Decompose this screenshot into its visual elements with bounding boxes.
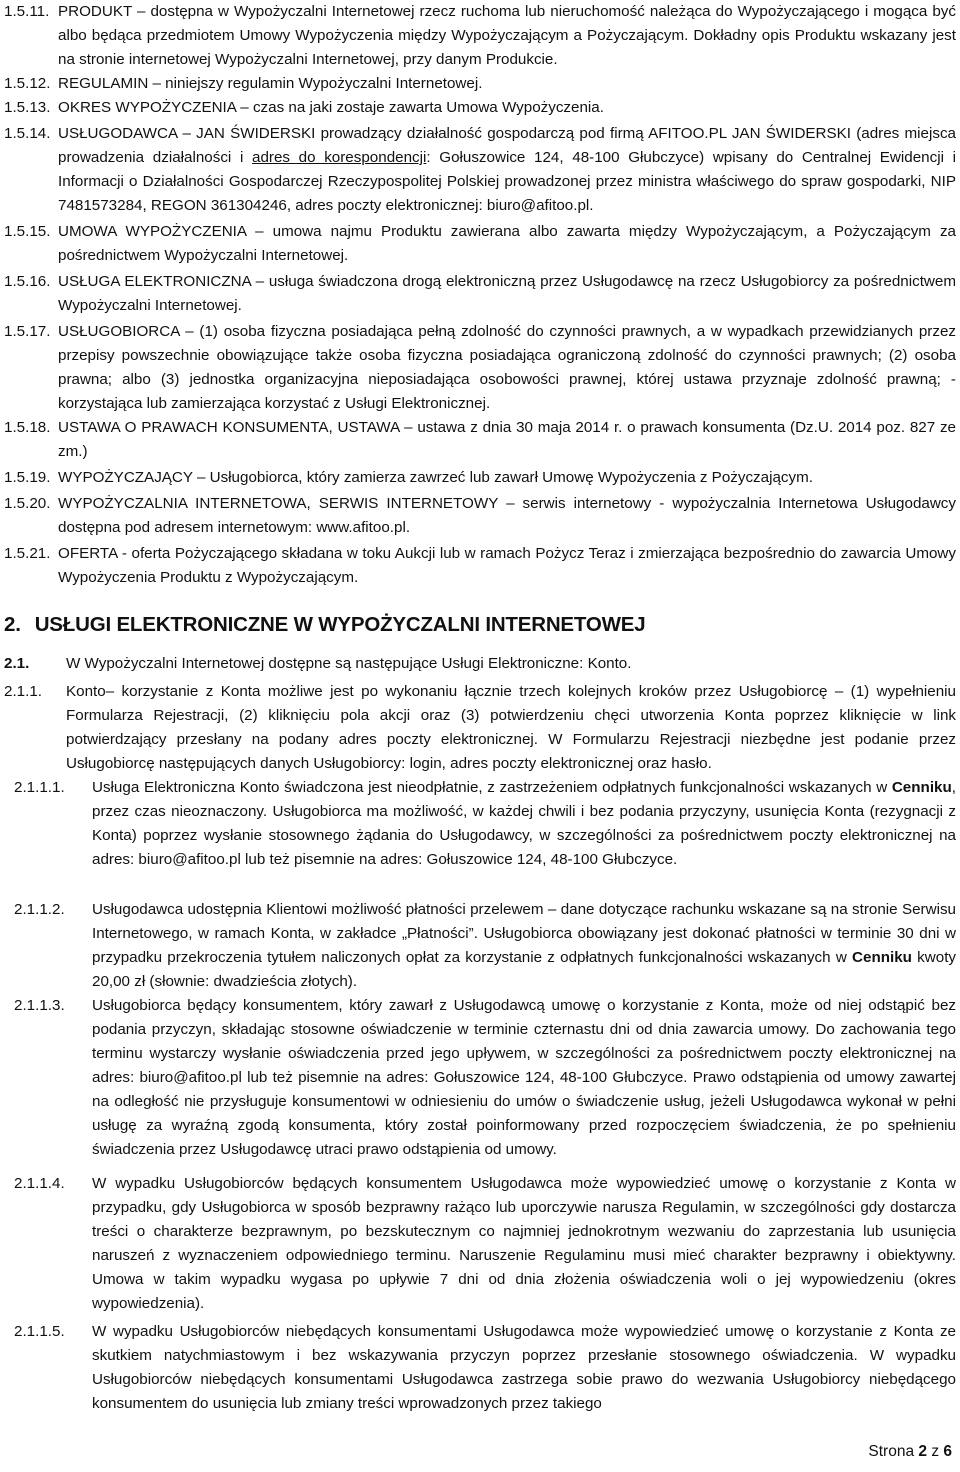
definition-1-5-16 xyxy=(4,270,956,318)
paragraph-2-1 xyxy=(4,652,956,676)
page-separator: z xyxy=(931,1443,940,1460)
item-text: Usługa Elektroniczna Konto świadczona jest nieodpłatnie, z zastrzeżeniem odpłatnych funkcjonalności wskazanych w Cenniku, przez czas nieoznaczony. Usługobiorca ma możliwość, w każdej chwili i bez podania przyczyny, usunięcia Konta (rezygnacji z Konta) poprzez wysłanie stosownego żądania do Usługodawcy, w szczególności za pośrednictwem poczty elektronicznej na adres: biuro@afitoo.pl lub też pisemnie na adres: Gołuszowice 124, 48-100 Głubczyce. xyxy=(92,779,956,868)
item-text: USŁUGOBIORCA – (1) osoba fizyczna posiadająca pełną zdolność do czynności prawnych, a w wypadkach przewidzianych przez przepisy powszechnie obowiązujące także osoba fizyczna posiadająca ograniczoną zdolność do czynności prawnych; (2) osoba prawna; albo (3) jednostka organizacyjna nieposiadająca osobowości prawnej, której ustawa przyznaje zdolność prawną; - korzystająca lub zamierzająca korzystać z Usługi Elektronicznej. xyxy=(58,323,956,412)
section-title: USŁUGI ELEKTRONICZNE W WYPOŻYCZALNI INTERNETOWEJ xyxy=(34,613,646,636)
item-number: 1.5.20. xyxy=(4,495,51,512)
item-text: USTAWA O PRAWACH KONSUMENTA, USTAWA – ustawa z dnia 30 maja 2014 r. o prawach konsumenta (Dz.U. 2014 poz. 827 ze zm.) xyxy=(58,419,956,460)
item-text: Konto– korzystanie z Konta możliwe jest po wykonaniu łącznie trzech kolejnych kroków przez Usługobiorcę – (1) wypełnieniu Formularza Rejestracji, (2) kliknięciu pola akcji oraz (3) potwierdzeniu chęci utworzenia Konta poprzez kliknięcie w link potwierdzający przesłany na podany adres poczty elektronicznej. W Formularzu Rejestracji niezbędne jest podanie przez Usługobiorcę następujących danych Usługobiorcy: login, adres poczty elektronicznej oraz hasło. xyxy=(66,683,956,772)
definition-1-5-15 xyxy=(4,220,956,268)
paragraph-2-1-1-2 xyxy=(14,898,956,994)
paragraph-2-1-1-4 xyxy=(14,1172,956,1316)
paragraph-2-1-1-5 xyxy=(14,1320,956,1416)
definition-1-5-18 xyxy=(4,416,956,464)
section-number: 2. xyxy=(4,613,21,636)
item-text: OFERTA - oferta Pożyczającego składana w toku Aukcji lub w ramach Pożycz Teraz i zmierzająca bezpośrednio do zawarcia Umowy Wypożyczenia Produktu z Wypożyczającym. xyxy=(58,545,956,586)
item-number: 1.5.12. xyxy=(4,75,51,92)
item-number: 1.5.16. xyxy=(4,273,51,290)
item-number: 2.1.1.5. xyxy=(14,1323,65,1340)
cennik-bold: Cenniku xyxy=(852,949,912,966)
cennik-bold: Cenniku xyxy=(891,779,952,796)
page-footer xyxy=(868,1440,952,1464)
item-text: USŁUGA ELEKTRONICZNA – usługa świadczona drogą elektroniczną przez Usługodawcę na rzecz Usługobiorcy za pośrednictwem Wypożyczalni Internetowej. xyxy=(58,273,956,314)
page-total: 6 xyxy=(943,1443,952,1460)
definition-1-5-13 xyxy=(4,96,956,120)
item-number: 1.5.15. xyxy=(4,223,51,240)
item-text: REGULAMIN – niniejszy regulamin Wypożyczalni Internetowej. xyxy=(58,75,483,92)
correspondence-address-underlined: adres do korespondencji xyxy=(252,149,427,166)
item-number: 1.5.17. xyxy=(4,323,51,340)
item-text: PRODUKT – dostępna w Wypożyczalni Internetowej rzecz ruchoma lub nieruchomość należąca do Wypożyczającego i mogąca być albo będąca przedmiotem Umowy Wypożyczenia między Wypożyczającym a Pożyczającym. Dokładny opis Produktu wskazany jest na stronie internetowej Wypożyczalni Internetowej, przy danym Produkcie. xyxy=(58,3,956,68)
definition-1-5-12 xyxy=(4,72,956,96)
paragraph-2-1-1-1 xyxy=(14,776,956,872)
page-current: 2 xyxy=(918,1443,927,1460)
definition-1-5-14 xyxy=(4,122,956,218)
section-heading xyxy=(4,610,956,640)
page-label: Strona xyxy=(868,1443,915,1460)
definition-1-5-17 xyxy=(4,320,956,416)
item-number: 1.5.18. xyxy=(4,419,51,436)
definition-1-5-19 xyxy=(4,466,956,490)
item-number: 1.5.21. xyxy=(4,545,51,562)
item-number: 2.1.1.2. xyxy=(14,901,65,918)
paragraph-2-1-1-3 xyxy=(14,994,956,1162)
item-text: UMOWA WYPOŻYCZENIA – umowa najmu Produktu zawierana albo zawarta między Wypożyczającym, a Pożyczającym za pośrednictwem Wypożyczalni Internetowej. xyxy=(58,223,956,264)
item-number: 2.1.1.3. xyxy=(14,997,65,1014)
item-text: Usługobiorca będący konsumentem, który zawarł z Usługodawcą umowę o korzystanie z Konta, może od niej odstąpić bez podania przyczyn, składając stosowne oświadczenie w terminie czternastu dni od dnia zawarcia umowy. Do zachowania tego terminu wystarczy wysłanie oświadczenia przed jego upływem, w szczególności za pośrednictwem poczty elektronicznej na adres: biuro@afitoo.pl lub też pisemnie na adres: Gołuszowice 124, 48-100 Głubczyce. Prawo odstąpienia od umowy zawartej na odległość nie przysługuje konsumentowi w odniesieniu do umów o świadczenie usług, jeżeli Usługodawca wykonał w pełni usługę za wyraźną zgodą konsumenta, który został poinformowany przed rozpoczęciem świadczenia, że po spełnieniu świadczenia przez Usługodawcę utraci prawo odstąpienia od umowy. xyxy=(92,997,956,1158)
item-number: 1.5.11. xyxy=(4,3,50,20)
definition-1-5-21 xyxy=(4,542,956,590)
item-number: 2.1.1.4. xyxy=(14,1175,65,1192)
item-number: 2.1.1.1. xyxy=(14,779,65,796)
paragraph-2-1-1 xyxy=(4,680,956,776)
item-number: 1.5.19. xyxy=(4,469,51,486)
item-text: WYPOŻYCZAJĄCY – Usługobiorca, który zamierza zawrzeć lub zawarł Umowę Wypożyczenia z Pożyczającym. xyxy=(58,469,813,486)
item-number: 1.5.13. xyxy=(4,99,51,116)
item-text: Usługodawca udostępnia Klientowi możliwość płatności przelewem – dane dotyczące rachunku wskazane są na stronie Serwisu Internetowego, w ramach Konta, w zakładce „Płatności”. Usługobiorca obowiązany jest dokonać płatności w terminie 30 dni w przypadku przekroczenia tytułem naliczonych opłat za korzystanie z odpłatnych funkcjonalności wskazanych w Cenniku kwoty 20,00 zł (słownie: dwadzieścia złotych). xyxy=(92,901,957,990)
item-text: WYPOŻYCZALNIA INTERNETOWA, SERWIS INTERNETOWY – serwis internetowy - wypożyczalnia Internetowa Usługodawcy dostępna pod adresem internetowym: www.afitoo.pl. xyxy=(58,495,956,536)
definition-1-5-20 xyxy=(4,492,956,540)
item-number: 2.1.1. xyxy=(4,683,42,700)
item-text: USŁUGODAWCA – JAN ŚWIDERSKI prowadzący działalność gospodarczą pod firmą AFITOO.PL JAN ŚWIDERSKI (adres miejsca prowadzenia działalności i adres do korespondencji: Gołuszowice 124, 48-100 Głubczyce) wpisany do Centralnej Ewidencji i Informacji o Działalności Gospodarczej Rzeczypospolitej Polskiej prowadzonej przez ministra właściwego do spraw gospodarki, NIP 7481573284, REGON 361304246, adres poczty elektronicznej: biuro@afitoo.pl. xyxy=(58,125,956,214)
item-text: OKRES WYPOŻYCZENIA – czas na jaki zostaje zawarta Umowa Wypożyczenia. xyxy=(58,99,604,116)
item-text: W Wypożyczalni Internetowej dostępne są następujące Usługi Elektroniczne: Konto. xyxy=(66,655,632,672)
item-number: 1.5.14. xyxy=(4,125,51,142)
item-text: W wypadku Usługobiorców będących konsumentem Usługodawca może wypowiedzieć umowę o korzystanie z Konta w przypadku, gdy Usługobiorca w sposób bezprawny rażąco lub uporczywie narusza Regulamin, w szczególności gdy dostarcza treści o charakterze bezprawnym, po bezskutecznym co najmniej jednokrotnym wezwaniu do zaprzestania lub usunięcia naruszeń z wyznaczeniem odpowiedniego terminu. Naruszenie Regulaminu musi mieć charakter bezprawny i obiektywny. Umowa w takim wypadku wygasa po upływie 7 dni od dnia złożenia oświadczenia woli o jej wypowiedzeniu (okres wypowiedzenia). xyxy=(92,1175,956,1312)
item-number: 2.1. xyxy=(4,655,30,672)
item-text: W wypadku Usługobiorców niebędących konsumentami Usługodawca może wypowiedzieć umowę o korzystanie z Konta ze skutkiem natychmiastowym i bez wskazywania przyczyn poprzez przesłanie stosownego oświadczenia. W wypadku Usługobiorców niebędących konsumentami Usługodawca zastrzega sobie prawo do wezwania Usługobiorcy niebędącego konsumentem do usunięcia lub zmiany treści wprowadzonych przez takiego xyxy=(92,1323,956,1412)
definition-1-5-11 xyxy=(4,0,956,72)
